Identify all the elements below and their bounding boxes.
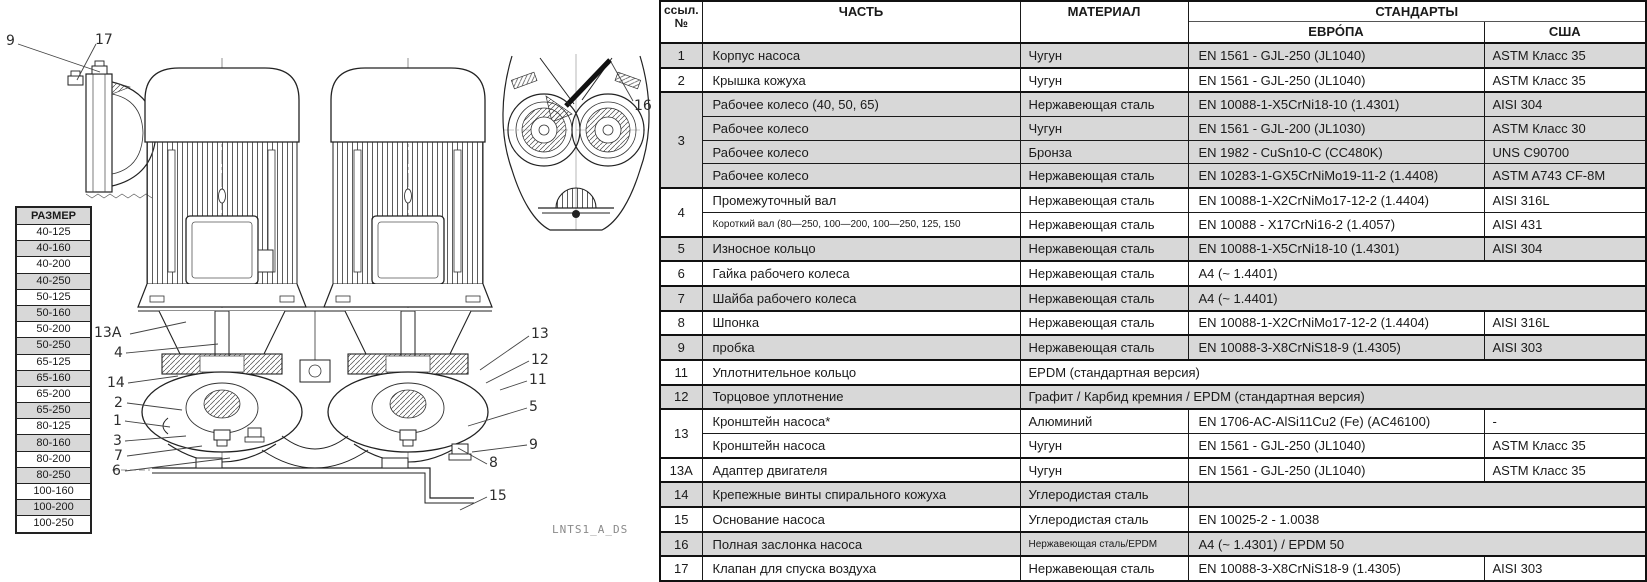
usa-cell: ASTM Класс 35 xyxy=(1484,458,1646,483)
part-cell: Рабочее колесо xyxy=(702,117,1020,141)
size-row xyxy=(16,467,91,483)
ref-cell: 17 xyxy=(660,556,702,581)
part-cell: Кронштейн насоса xyxy=(702,434,1020,458)
table-row xyxy=(660,311,1646,336)
ref-cell: 8 xyxy=(660,311,702,336)
size-row xyxy=(16,403,91,419)
size-row xyxy=(16,386,91,402)
ref-cell: 13 xyxy=(660,409,702,457)
size-cell: 80-160 xyxy=(16,435,91,451)
ref-cell: 15 xyxy=(660,507,702,532)
ref-cell: 13A xyxy=(660,458,702,483)
size-row xyxy=(16,435,91,451)
size-cell: 40-200 xyxy=(16,257,91,273)
part-cell: Торцовое уплотнение xyxy=(702,385,1020,410)
callout-label: 16 xyxy=(634,98,652,114)
size-row xyxy=(16,451,91,467)
ref-cell: 11 xyxy=(660,360,702,385)
parts-table xyxy=(659,0,1647,582)
size-cell: 50-250 xyxy=(16,338,91,354)
callout-label: 9 xyxy=(6,33,15,49)
table-row xyxy=(660,286,1646,311)
table-row xyxy=(660,482,1646,507)
usa-cell: UNS C90700 xyxy=(1484,140,1646,164)
europe-cell: EN 10025-2 - 1.0038 xyxy=(1188,507,1646,532)
europe-cell: EN 1561 - GJL-250 (JL1040) xyxy=(1188,434,1484,458)
material-cell: Чугун xyxy=(1020,68,1188,93)
callout-label: 7 xyxy=(114,448,123,464)
part-cell: Клапан для спуска воздуха xyxy=(702,556,1020,581)
europe-cell: EN 10088-1-X5CrNi18-10 (1.4301) xyxy=(1188,92,1484,116)
size-row xyxy=(16,257,91,273)
part-cell: Полная заслонка насоса xyxy=(702,532,1020,557)
material-cell: Нержавеющая сталь xyxy=(1020,212,1188,236)
table-row xyxy=(660,164,1646,188)
europe-cell: EN 10088-1-X2CrNiMo17-12-2 (1.4404) xyxy=(1188,311,1484,336)
table-row xyxy=(660,92,1646,116)
material-column-header: МАТЕРИАЛ xyxy=(1020,1,1188,43)
part-cell: Рабочее колесо (40, 50, 65) xyxy=(702,92,1020,116)
usa-cell: AISI 303 xyxy=(1484,556,1646,581)
ref-cell: 16 xyxy=(660,532,702,557)
pump-technical-drawing xyxy=(0,0,659,543)
usa-cell: ASTM Класс 35 xyxy=(1484,434,1646,458)
material-cell: Нержавеющая сталь xyxy=(1020,92,1188,116)
part-cell: Основание насоса xyxy=(702,507,1020,532)
part-column-header: ЧАСТЬ xyxy=(702,1,1020,43)
size-cell: 65-125 xyxy=(16,354,91,370)
europe-cell: EN 10088-3-X8CrNiS18-9 (1.4305) xyxy=(1188,335,1484,360)
usa-cell: AISI 304 xyxy=(1484,237,1646,262)
table-row xyxy=(660,43,1646,68)
ref-cell: 6 xyxy=(660,261,702,286)
table-row xyxy=(660,556,1646,581)
table-row xyxy=(660,237,1646,262)
standards-column-header: СТАНДАРТЫ xyxy=(1188,1,1646,21)
callout-label: 9 xyxy=(529,437,538,453)
size-row xyxy=(16,484,91,500)
europe-cell: EN 1561 - GJL-250 (JL1040) xyxy=(1188,43,1484,68)
ref-cell: 2 xyxy=(660,68,702,93)
usa-cell: AISI 304 xyxy=(1484,92,1646,116)
size-row xyxy=(16,370,91,386)
europe-cell: EN 10088-3-X8CrNiS18-9 (1.4305) xyxy=(1188,556,1484,581)
usa-cell: AISI 316L xyxy=(1484,311,1646,336)
size-cell: 100-160 xyxy=(16,484,91,500)
size-row xyxy=(16,241,91,257)
ref-column-header xyxy=(660,1,702,43)
callout-label: 6 xyxy=(112,463,121,479)
callout-label: 4 xyxy=(114,345,123,361)
usa-cell: ASTM Класс 35 xyxy=(1484,43,1646,68)
part-cell: Кронштейн насоса* xyxy=(702,409,1020,433)
ref-cell: 1 xyxy=(660,43,702,68)
table-row xyxy=(660,360,1646,385)
usa-cell: AISI 431 xyxy=(1484,212,1646,236)
part-cell: Корпус насоса xyxy=(702,43,1020,68)
usa-cell: ASTM A743 CF-8M xyxy=(1484,164,1646,188)
part-cell: Крепежные винты спирального кожуха xyxy=(702,482,1020,507)
size-cell: 50-160 xyxy=(16,305,91,321)
size-cell: 80-200 xyxy=(16,451,91,467)
size-row xyxy=(16,354,91,370)
table-row xyxy=(660,507,1646,532)
table-row xyxy=(660,212,1646,236)
size-cell: 65-200 xyxy=(16,386,91,402)
size-row xyxy=(16,273,91,289)
ref-header-line1: ссыл. xyxy=(663,3,699,17)
europe-cell: EN 1561 - GJL-250 (JL1040) xyxy=(1188,458,1484,483)
size-cell: 40-250 xyxy=(16,273,91,289)
material-cell: Нержавеющая сталь xyxy=(1020,311,1188,336)
material-cell: EPDM (стандартная версия) xyxy=(1020,360,1646,385)
callout-label: 11 xyxy=(529,372,547,388)
callout-label: 1 xyxy=(113,413,122,429)
europe-cell: EN 10088 - X17CrNi16-2 (1.4057) xyxy=(1188,212,1484,236)
europe-cell: EN 1706-AC-AlSi11Cu2 (Fe) (AC46100) xyxy=(1188,409,1484,433)
callout-label: 2 xyxy=(114,395,123,411)
europe-cell: A4 (~ 1.4401) xyxy=(1188,286,1646,311)
material-cell: Бронза xyxy=(1020,140,1188,164)
europe-cell: EN 10088-1-X5CrNi18-10 (1.4301) xyxy=(1188,237,1484,262)
drawing-code: LNTS1_A_DS xyxy=(552,523,629,536)
ref-cell: 4 xyxy=(660,188,702,236)
table-row xyxy=(660,261,1646,286)
table-row xyxy=(660,532,1646,557)
callout-label: 13 xyxy=(531,326,549,342)
europe-cell: A4 (~ 1.4401) xyxy=(1188,261,1646,286)
size-row xyxy=(16,338,91,354)
material-cell: Чугун xyxy=(1020,43,1188,68)
part-cell: Уплотнительное кольцо xyxy=(702,360,1020,385)
europe-cell: EN 1982 - CuSn10-C (CC480K) xyxy=(1188,140,1484,164)
part-cell: Гайка рабочего колеса xyxy=(702,261,1020,286)
size-row xyxy=(16,289,91,305)
ref-cell: 7 xyxy=(660,286,702,311)
table-row xyxy=(660,117,1646,141)
size-cell: 65-160 xyxy=(16,370,91,386)
table-row xyxy=(660,409,1646,433)
table-row xyxy=(660,68,1646,93)
drawing-area xyxy=(0,0,659,543)
table-row xyxy=(660,188,1646,212)
size-table xyxy=(15,206,92,534)
ref-cell: 14 xyxy=(660,482,702,507)
size-cell: 65-250 xyxy=(16,403,91,419)
material-cell: Нержавеющая сталь xyxy=(1020,556,1188,581)
part-cell: Шайба рабочего колеса xyxy=(702,286,1020,311)
table-row xyxy=(660,434,1646,458)
ref-cell: 5 xyxy=(660,237,702,262)
size-row xyxy=(16,305,91,321)
part-cell: Рабочее колесо xyxy=(702,164,1020,188)
usa-cell: ASTM Класс 35 xyxy=(1484,68,1646,93)
material-cell: Чугун xyxy=(1020,434,1188,458)
size-cell: 50-125 xyxy=(16,289,91,305)
material-cell: Нержавеющая сталь xyxy=(1020,237,1188,262)
material-cell: Углеродистая сталь xyxy=(1020,507,1188,532)
part-cell: пробка xyxy=(702,335,1020,360)
europe-cell: A4 (~ 1.4301) / EPDM 50 xyxy=(1188,532,1646,557)
size-row xyxy=(16,322,91,338)
size-row xyxy=(16,419,91,435)
table-row xyxy=(660,335,1646,360)
material-cell: Алюминий xyxy=(1020,409,1188,433)
europe-cell: EN 1561 - GJL-200 (JL1030) xyxy=(1188,117,1484,141)
ref-cell: 3 xyxy=(660,92,702,188)
part-cell: Промежуточный вал xyxy=(702,188,1020,212)
parts-table-body xyxy=(660,43,1646,581)
material-cell: Нержавеющая сталь xyxy=(1020,286,1188,311)
europe-cell: EN 10283-1-GX5CrNiMo19-11-2 (1.4408) xyxy=(1188,164,1484,188)
size-cell: 80-125 xyxy=(16,419,91,435)
europe-column-header: ЕВРО́ПА xyxy=(1188,21,1484,43)
europe-cell: EN 10088-1-X2CrNiMo17-12-2 (1.4404) xyxy=(1188,188,1484,212)
material-cell: Чугун xyxy=(1020,117,1188,141)
table-row xyxy=(660,140,1646,164)
table-row xyxy=(660,385,1646,410)
usa-cell: AISI 316L xyxy=(1484,188,1646,212)
ref-cell: 12 xyxy=(660,385,702,410)
part-cell: Рабочее колесо xyxy=(702,140,1020,164)
size-cell: 50-200 xyxy=(16,322,91,338)
table-row xyxy=(660,458,1646,483)
material-cell: Нержавеющая сталь xyxy=(1020,188,1188,212)
callout-label: 8 xyxy=(489,455,498,471)
material-cell: Графит / Карбид кремния / EPDM (стандартная версия) xyxy=(1020,385,1646,410)
callout-label: 14 xyxy=(107,375,125,391)
usa-cell: ASTM Класс 30 xyxy=(1484,117,1646,141)
size-cell: 40-160 xyxy=(16,241,91,257)
callout-label: 15 xyxy=(489,488,507,504)
size-row xyxy=(16,225,91,241)
size-cell: 80-250 xyxy=(16,467,91,483)
size-cell: 100-250 xyxy=(16,516,91,533)
material-cell: Углеродистая сталь xyxy=(1020,482,1188,507)
ref-header-line2: № xyxy=(674,16,688,30)
size-cell: 40-125 xyxy=(16,225,91,241)
usa-cell: AISI 303 xyxy=(1484,335,1646,360)
callout-label: 3 xyxy=(113,433,122,449)
callout-label: 12 xyxy=(531,352,549,368)
size-table-header: РАЗМЕР xyxy=(16,207,91,225)
size-row xyxy=(16,500,91,516)
part-cell: Короткий вал (80—250, 100—200, 100—250, 125, 150 xyxy=(702,212,1020,236)
callout-label: 5 xyxy=(529,399,538,415)
part-cell: Адаптер двигателя xyxy=(702,458,1020,483)
material-cell: Чугун xyxy=(1020,458,1188,483)
material-cell: Нержавеющая сталь xyxy=(1020,335,1188,360)
europe-cell: EN 1561 - GJL-250 (JL1040) xyxy=(1188,68,1484,93)
callout-label: 13A xyxy=(94,325,122,341)
material-cell: Нержавеющая сталь xyxy=(1020,261,1188,286)
usa-column-header: США xyxy=(1484,21,1646,43)
size-row xyxy=(16,516,91,533)
size-cell: 100-200 xyxy=(16,500,91,516)
part-cell: Шпонка xyxy=(702,311,1020,336)
callout-label: 17 xyxy=(95,32,113,48)
part-cell: Износное кольцо xyxy=(702,237,1020,262)
ref-cell: 9 xyxy=(660,335,702,360)
europe-cell xyxy=(1188,482,1646,507)
part-cell: Крышка кожуха xyxy=(702,68,1020,93)
usa-cell: - xyxy=(1484,409,1646,433)
size-table-body xyxy=(16,225,91,533)
material-cell: Нержавеющая сталь xyxy=(1020,164,1188,188)
material-cell: Нержавеющая сталь/EPDM xyxy=(1020,532,1188,557)
